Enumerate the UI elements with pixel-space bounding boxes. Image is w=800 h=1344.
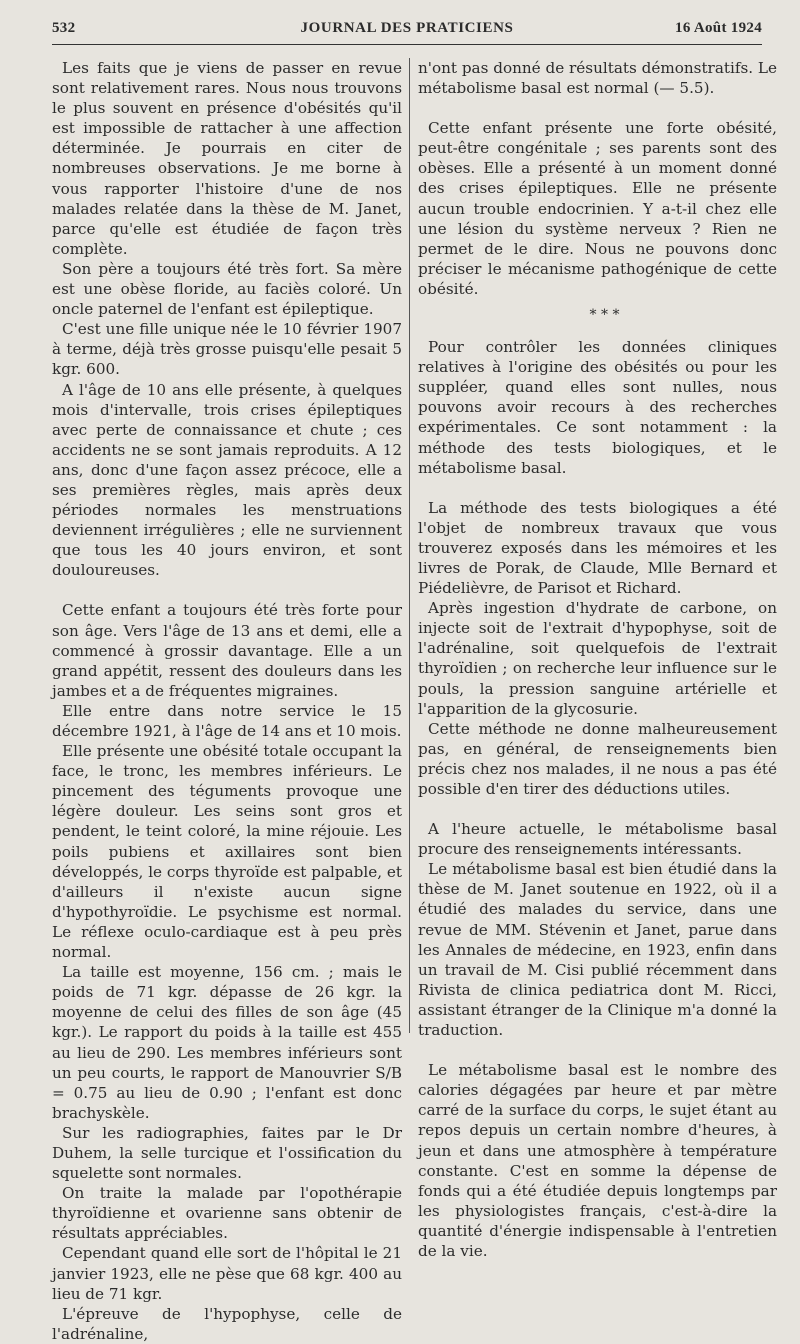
issue-date: 16 Août 1924	[675, 20, 762, 36]
paragraph: Son père a toujours été très fort. Sa mère est une obèse floride, au faciès coloré. Un oncle paternel de l'enfant est épileptique.	[52, 259, 402, 319]
left-column	[52, 58, 402, 1344]
paragraph: Cependant quand elle sort de l'hôpital le 21 janvier 1923, elle ne pèse que 68 kgr. 400 au lieu de 71 kgr.	[52, 1244, 402, 1303]
paragraph: Cette méthode ne donne malheureusement pas, en général, de renseignements bien précis chez nos malades, il ne nous a pas été possible d'en tirer des déductions utiles.	[418, 719, 777, 798]
paragraph: A l'heure actuelle, le métabolisme basal procure des renseignements intéressants.	[418, 820, 777, 859]
paragraph: Le métabolisme basal est le nombre des calories dégagées par heure et par mètre carré de la surface du corps, le sujet étant au repos depuis un certain nombre d'heures, à jeun et dans une atmosphère à température constante. C'est en somme la dépense de fonds qui a été étudiée depuis longtemps par les physiologistes français, c'est-à-dire la quantité d'énergie indispensable à l'entretien de la vie.	[418, 1061, 777, 1260]
paragraph: A l'âge de 10 ans elle présente, à quelques mois d'intervalle, trois crises épileptiques avec perte de connaissance et chute ; ces accidents ne se sont jamais reproduits. A 12 ans, donc d'une façon assez précoce, elle a ses premières règles, mais après deux périodes normales les menstruations deviennent irrégulières ; elle ne surviennent que tous les 40 jours environ, et sont douloureuses.	[52, 380, 402, 580]
paragraph: Après ingestion d'hydrate de carbone, on injecte soit de l'extrait d'hypophyse, soit de l'adrénaline, soit quelquefois de l'extrait thyroïdien ; on recherche leur influence sur le pouls, la pression sanguine artérielle et l'apparition de la glycosurie.	[418, 599, 777, 718]
right-column	[418, 58, 777, 1261]
paragraph: On traite la malade par l'opothérapie thyroïdienne et ovarienne sans obtenir de résultats appréciables.	[52, 1184, 402, 1243]
page-header	[52, 20, 762, 42]
header-rule	[52, 44, 762, 45]
column-divider	[409, 58, 410, 1033]
paragraph: L'épreuve de l'hypophyse, celle de l'adrénaline,	[52, 1304, 402, 1343]
paragraph: Les faits que je viens de passer en revue sont relativement rares. Nous nous trouvons le plus souvent en présence d'obésités qu'il est impossible de rattacher à une affection déterminée. Je pourrais en citer de nombreuses observations. Je me borne à vous rapporter l'histoire d'une de nos malades relatée dans la thèse de M. Janet, parce qu'elle est étudiée de façon très complète.	[52, 59, 402, 258]
journal-title: JOURNAL DES PRATICIENS	[300, 20, 514, 36]
paragraph: Pour contrôler les données cliniques relatives à l'origine des obésités ou pour les suppléer, quand elles sont nulles, nous pouvons avoir recours à des recherches expérimentales. Ce sont notamment : la méthode des tests biologiques, et le métabolisme basal.	[418, 338, 777, 477]
paragraph: La taille est moyenne, 156 cm. ; mais le poids de 71 kgr. dépasse de 26 kgr. la moyenne de celui des filles de son âge (45 kgr.). Le rapport du poids à la taille est 455 au lieu de 290. Les membres inférieurs sont un peu courts, le rapport de Manouvrier S/B = 0.75 au lieu de 0.90 ; l'enfant est donc brachyskèle.	[52, 963, 402, 1122]
paragraph: n'ont pas donné de résultats démonstratifs. Le métabolisme basal est normal (— 5.5).	[418, 59, 777, 98]
paragraph: C'est une fille unique née le 10 février 1907 à terme, déjà très grosse puisqu'elle pesait 5 kgr. 600.	[52, 320, 402, 379]
separator-glyph: * * *	[589, 307, 620, 324]
page-number: 532	[52, 20, 76, 36]
paragraph: Sur les radiographies, faites par le Dr Duhem, la selle turcique et l'ossification du squelette sont normales.	[52, 1123, 402, 1183]
paragraph: Le métabolisme basal est bien étudié dans la thèse de M. Janet soutenue en 1922, où il a étudié des malades du service, dans une revue de MM. Stévenin et Janet, parue dans les Annales de médecine, en 1923, enfin dans un travail de M. Cisi publié récemment dans Rivista de clinica pediatrica dont M. Ricci, assistant étranger de la Clinique m'a donné la traduction.	[418, 860, 777, 1040]
paragraph: La méthode des tests biologiques a été l'objet de nombreux travaux que vous trouverez exposés dans les mémoires et les livres de Porak, de Claude, Mlle Bernard et Piédelièvre, de Parisot et Richard.	[418, 498, 777, 598]
paragraph: Elle présente une obésité totale occupant la face, le tronc, les membres inférieurs. Le pincement des téguments provoque une légère douleur. Les seins sont gros et pendent, le teint coloré, la mine réjouie. Les poils pubiens et axillaires sont bien développés, le corps thyroïde est palpable, et d'ailleurs il n'existe aucun signe d'hypothyroïdie. Le psychisme est normal. Le réflexe oculo-cardiaque est à peu près normal.	[52, 742, 402, 962]
paragraph: Cette enfant a toujours été très forte pour son âge. Vers l'âge de 13 ans et demi, elle a commencé à grossir davantage. Elle a un grand appétit, ressent des douleurs dans les jambes et a de fréquentes migraines.	[52, 601, 402, 700]
section-separator	[418, 307, 777, 324]
paragraph: Cette enfant présente une forte obésité, peut-être congénitale ; ses parents sont des obèses. Elle a présenté à un moment donné des crises épileptiques. Elle ne présente aucun trouble endocrinien. Y a-t-il chez elle une lésion du système nerveux ? Rien ne permet de le dire. Nous ne pouvons donc préciser le mécanisme pathogénique de cette obésité.	[418, 119, 777, 298]
paragraph: Elle entre dans notre service le 15 décembre 1921, à l'âge de 14 ans et 10 mois.	[52, 701, 402, 740]
